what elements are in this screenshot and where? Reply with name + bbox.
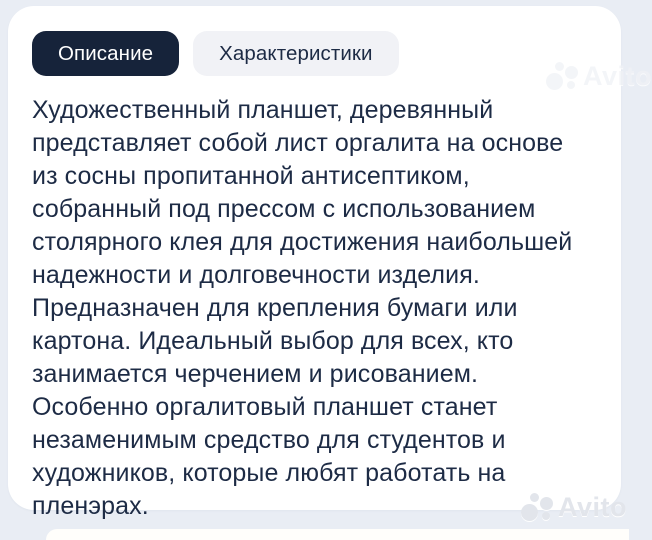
description-line: художников, которые любят работать на — [32, 459, 506, 487]
description-line: незаменимым средство для студентов и — [32, 426, 506, 454]
avito-watermark-text: Avito — [583, 60, 652, 91]
next-section-card-edge — [46, 529, 629, 540]
description-line: картона. Идеальный выбор для всех, кто — [32, 327, 514, 355]
description-card — [8, 6, 621, 520]
avito-watermark-text: Avito — [558, 491, 627, 522]
tab-description[interactable]: Описание — [32, 31, 179, 76]
description-line: представляет собой лист оргалита на основе — [32, 129, 564, 157]
description-line: Предназначен для крепления бумаги или — [32, 294, 518, 322]
description-line: Художественный планшет, деревянный — [32, 96, 494, 124]
description-line: из сосны пропитанной антисептиком, — [32, 162, 470, 190]
description-line: собранный под прессом с использованием — [32, 195, 536, 223]
description-line: надежности и долговечности изделия. — [32, 261, 480, 289]
description-line: Особенно оргалитовый планшет станет — [32, 393, 498, 421]
description-line: занимается черчением и рисованием. — [32, 360, 479, 388]
description-line: столярного клея для достижения наибольшей — [32, 228, 573, 256]
product-description-text — [32, 94, 614, 523]
tab-characteristics[interactable]: Характеристики — [193, 31, 398, 76]
tab-bar — [32, 31, 399, 76]
description-line: пленэрах. — [32, 492, 149, 520]
